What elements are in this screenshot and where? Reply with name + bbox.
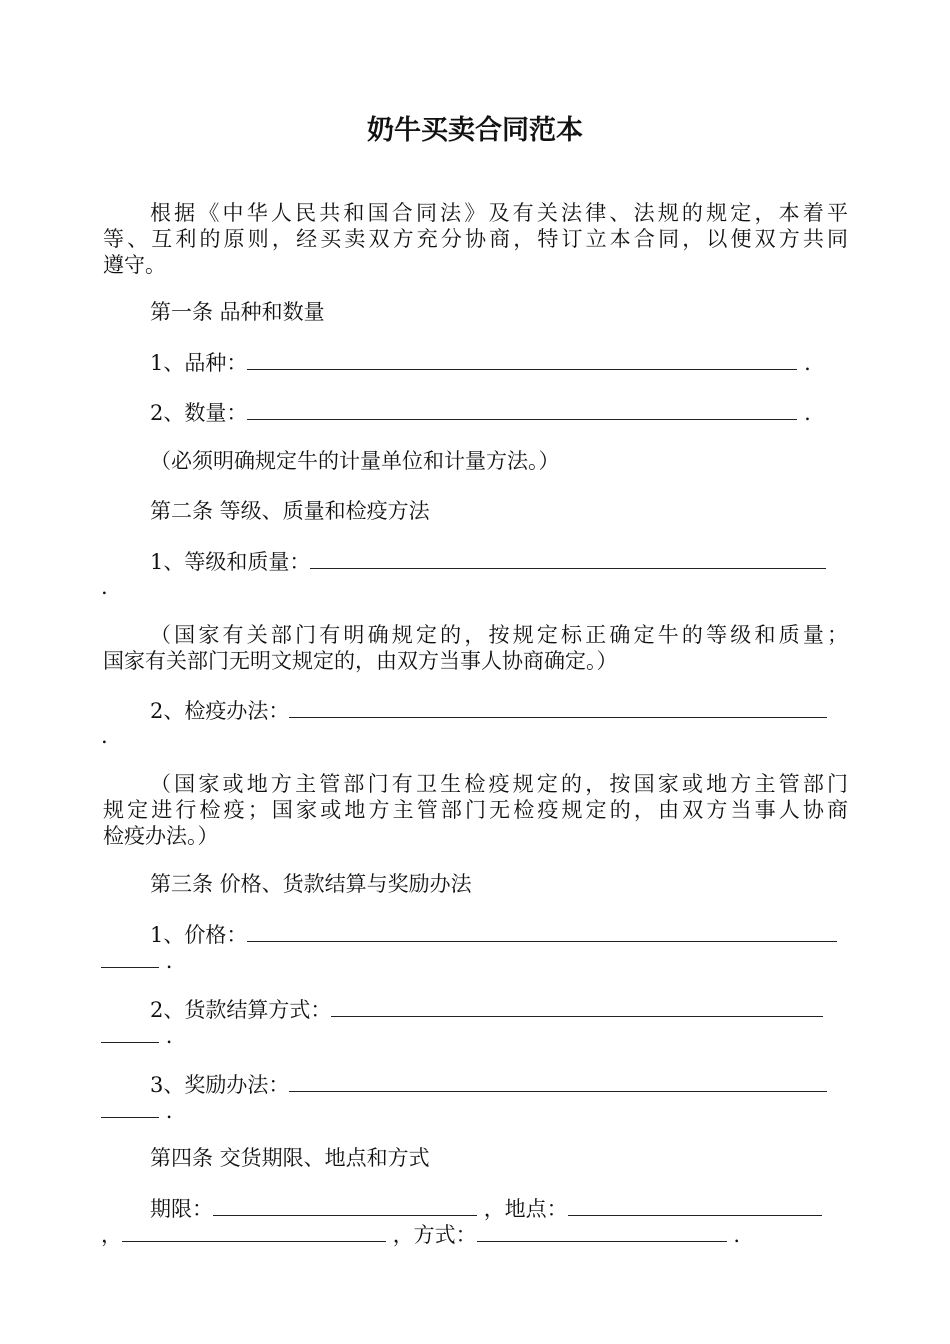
article-3-item-2 bbox=[150, 996, 823, 1024]
variety-label: 1、品种： bbox=[150, 351, 248, 375]
period-blank[interactable] bbox=[213, 1195, 477, 1216]
settlement-label: 2、货款结算方式： bbox=[150, 998, 332, 1022]
grade-quality-blank[interactable] bbox=[310, 548, 826, 569]
article-2-item-1 bbox=[150, 548, 826, 576]
article-2-note-2-line-3: 检疫办法。） bbox=[103, 824, 219, 848]
end-mark: . bbox=[804, 401, 811, 425]
end-mark: . bbox=[733, 1223, 741, 1247]
article-1-heading: 第一条 品种和数量 bbox=[150, 300, 325, 324]
period-label: 期限： bbox=[150, 1197, 213, 1221]
document-title: 奶牛买卖合同范本 bbox=[367, 115, 583, 146]
place-blank-tail[interactable] bbox=[122, 1221, 386, 1242]
article-2-item-2 bbox=[150, 697, 827, 725]
method-blank[interactable] bbox=[477, 1221, 727, 1242]
price-blank-continued bbox=[101, 947, 172, 975]
quarantine-blank[interactable] bbox=[289, 697, 827, 718]
quarantine-label: 2、检疫办法： bbox=[150, 699, 290, 723]
intro-line-2: 等、互利的原则，经买卖双方充分协商，特订立本合同，以便双方共同 bbox=[103, 227, 848, 251]
article-1-item-2 bbox=[150, 399, 811, 427]
article-1-item-1 bbox=[150, 349, 811, 377]
end-mark: . bbox=[165, 1099, 173, 1123]
place-label: ，地点： bbox=[483, 1197, 568, 1221]
article-2-note-2-line-2: 规定进行检疫；国家或地方主管部门无检疫规定的，由双方当事人协商 bbox=[103, 798, 848, 822]
article-2-note-1-line-1: （国家有关部门有明确规定的，按规定标正确定牛的等级和质量； bbox=[150, 623, 848, 647]
intro-line-3: 遵守。 bbox=[103, 253, 166, 277]
settlement-blank[interactable] bbox=[331, 996, 823, 1017]
variety-blank[interactable] bbox=[247, 349, 797, 370]
end-mark: . bbox=[804, 351, 811, 375]
price-blank-tail[interactable] bbox=[101, 947, 159, 968]
reward-blank-tail[interactable] bbox=[101, 1097, 159, 1118]
method-label: ，方式： bbox=[392, 1223, 477, 1247]
end-mark: . bbox=[101, 575, 108, 599]
article-2-heading: 第二条 等级、质量和检疫方法 bbox=[150, 499, 430, 523]
settlement-blank-continued bbox=[101, 1022, 172, 1050]
price-label: 1、价格： bbox=[150, 923, 248, 947]
article-3-item-1 bbox=[150, 921, 837, 949]
end-mark: . bbox=[165, 1024, 173, 1048]
end-mark: . bbox=[165, 949, 173, 973]
place-blank[interactable] bbox=[568, 1195, 822, 1216]
article-4-line-1 bbox=[150, 1195, 822, 1223]
reward-blank[interactable] bbox=[289, 1071, 827, 1092]
intro-line-1: 根据《中华人民共和国合同法》及有关法律、法规的规定，本着平 bbox=[150, 201, 848, 225]
settlement-blank-tail[interactable] bbox=[101, 1022, 159, 1043]
article-4-heading: 第四条 交货期限、地点和方式 bbox=[150, 1146, 430, 1170]
article-2-note-1-line-2: 国家有关部门无明文规定的，由双方当事人协商确定。） bbox=[103, 649, 618, 673]
quantity-label: 2、数量： bbox=[150, 401, 248, 425]
reward-blank-continued bbox=[101, 1097, 172, 1125]
comma: ， bbox=[101, 1223, 122, 1247]
article-3-heading: 第三条 价格、货款结算与奖励办法 bbox=[150, 872, 472, 896]
article-1-note: （必须明确规定牛的计量单位和计量方法。） bbox=[150, 449, 560, 473]
quantity-blank[interactable] bbox=[247, 399, 797, 420]
article-2-note-2-line-1: （国家或地方主管部门有卫生检疫规定的，按国家或地方主管部门 bbox=[150, 772, 848, 796]
price-blank[interactable] bbox=[247, 921, 837, 942]
article-4-line-2 bbox=[101, 1221, 740, 1249]
reward-label: 3、奖励办法： bbox=[150, 1073, 290, 1097]
end-mark: . bbox=[101, 724, 108, 748]
grade-quality-label: 1、等级和质量： bbox=[150, 550, 311, 574]
article-3-item-3 bbox=[150, 1071, 827, 1099]
